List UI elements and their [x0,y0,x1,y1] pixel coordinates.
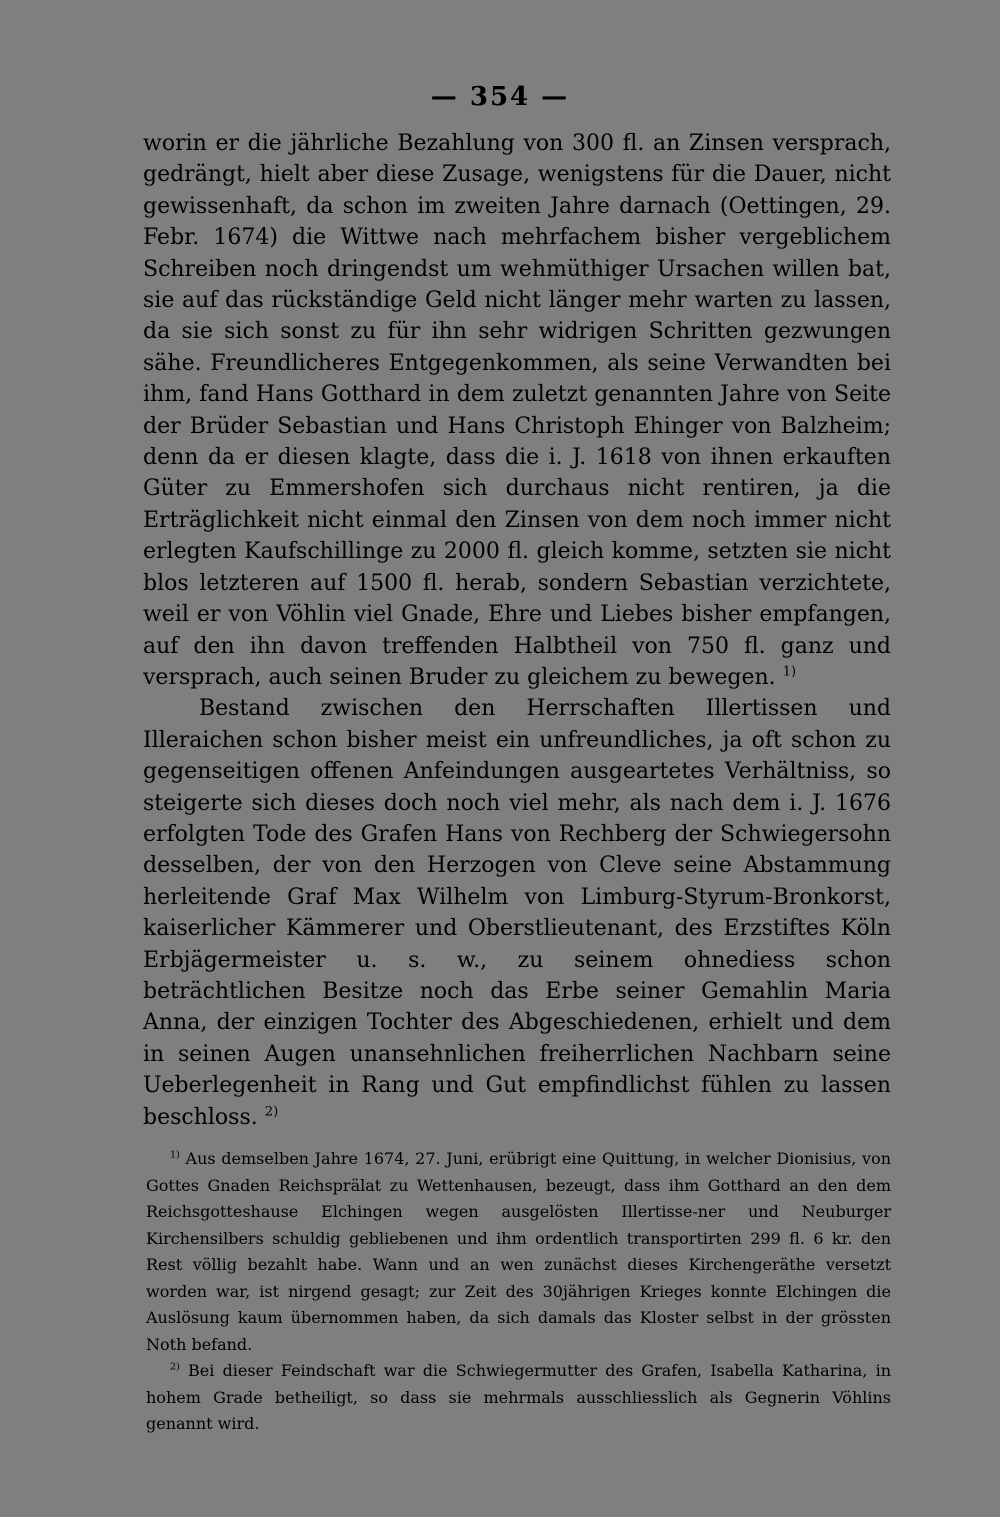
paragraph [143,693,891,1133]
footnote-text: Bei dieser Feindschaft war die Schwiegermutter des Grafen, Isabella Katharina, in hohem Grade betheiligt, so dass sie mehrmals ausschliesslich als Gegnerin Vöhlins genannt wird. [146,1361,891,1433]
footnote-marker: 2) [170,1361,180,1373]
main-text [143,128,891,1133]
footnote-reference: 1) [782,664,797,680]
footnote-reference: 2) [264,1104,279,1120]
footnotes [146,1146,891,1438]
footnote-text: Aus demselben Jahre 1674, 27. Juni, erübrigt eine Quittung, in welcher Dionisius, von Gottes Gnaden Reichsprälat zu Wettenhausen, bezeugt, dass ihm Gotthard an den dem Reichsgotteshause Elchingen wegen ausgelösten Illertisse-ner und Neuburger Kirchensilbers schuldig gebliebenen und ihm ordentlich transportirten 299 fl. 6 kr. den Rest völlig bezahlt habe. Wann und an wen zunächst dieses Kirchengeräthe versetzt worden war, ist nirgend gesagt; zur Zeit des 30jährigen Krieges konnte Elchingen die Auslösung kaum übernommen haben, da sich damals das Kloster selbst in der grössten Noth befand. [146,1149,891,1354]
paragraph-text: worin er die jährliche Bezahlung von 300 fl. an Zinsen versprach, gedrängt, hielt aber diese Zusage, wenigstens für die Dauer, nicht gewissenhaft, da schon im zweiten Jahre darnach (Oettingen, 29. Febr. 1674) die Wittwe nach mehrfachem bisher vergeblichem Schreiben noch dringendst um wehmüthiger Ursachen willen bat, sie auf das rückständige Geld nicht länger mehr warten zu lassen, da sie sich sonst zu für ihn sehr widrigen Schritten gezwungen sähe. Freundlicheres Entgegenkommen, als seine Verwandten bei ihm, fand Hans Gotthard in dem zuletzt genannten Jahre von Seite der Brüder Sebastian und Hans Christoph Ehinger von Balzheim; denn da er diesen klagte, dass die i. J. 1618 von ihnen erkauften Güter zu Emmershofen sich durchaus nicht rentiren, ja die Erträglichkeit nicht einmal den Zinsen von dem noch immer nicht erlegten Kaufschillinge zu 2000 fl. gleich komme, setzten sie nicht blos letzteren auf 1500 fl. herab, sondern Sebastian verzichtete, weil er von Vöhlin viel Gnade, Ehre und Liebes bisher empfangen, auf den ihn davon treffenden Halbtheil von 750 fl. ganz und versprach, auch seinen Bruder zu gleichem zu bewegen. [143,131,891,690]
footnote [146,1146,891,1358]
footnote-marker: 1) [170,1149,180,1161]
paragraph [143,128,891,693]
footnote [146,1358,891,1438]
page-number: — 354 — [430,82,570,112]
paragraph-text: Bestand zwischen den Herrschaften Illertissen und Illeraichen schon bisher meist ein unfreundliches, ja oft schon zu gegenseitigen offenen Anfeindungen ausgeartetes Verhältniss, so steigerte sich dieses doch noch viel mehr, als nach dem i. J. 1676 erfolgten Tode des Grafen Hans von Rechberg der Schwiegersohn desselben, der von den Herzogen von Cleve seine Abstammung herleitende Graf Max Wilhelm von Limburg-Styrum-Bronkorst, kaiserlicher Kämmerer und Oberstlieutenant, des Erzstiftes Köln Erbjägermeister u. s. w., zu seinem ohnediess schon beträchtlichen Besitze noch das Erbe seiner Gemahlin Maria Anna, der einzigen Tochter des Abgeschiedenen, erhielt und dem in seinen Augen unansehnlichen freiherrlichen Nachbarn seine Ueberlegenheit in Rang und Gut empfindlichst fühlen zu lassen beschloss. [143,696,891,1130]
